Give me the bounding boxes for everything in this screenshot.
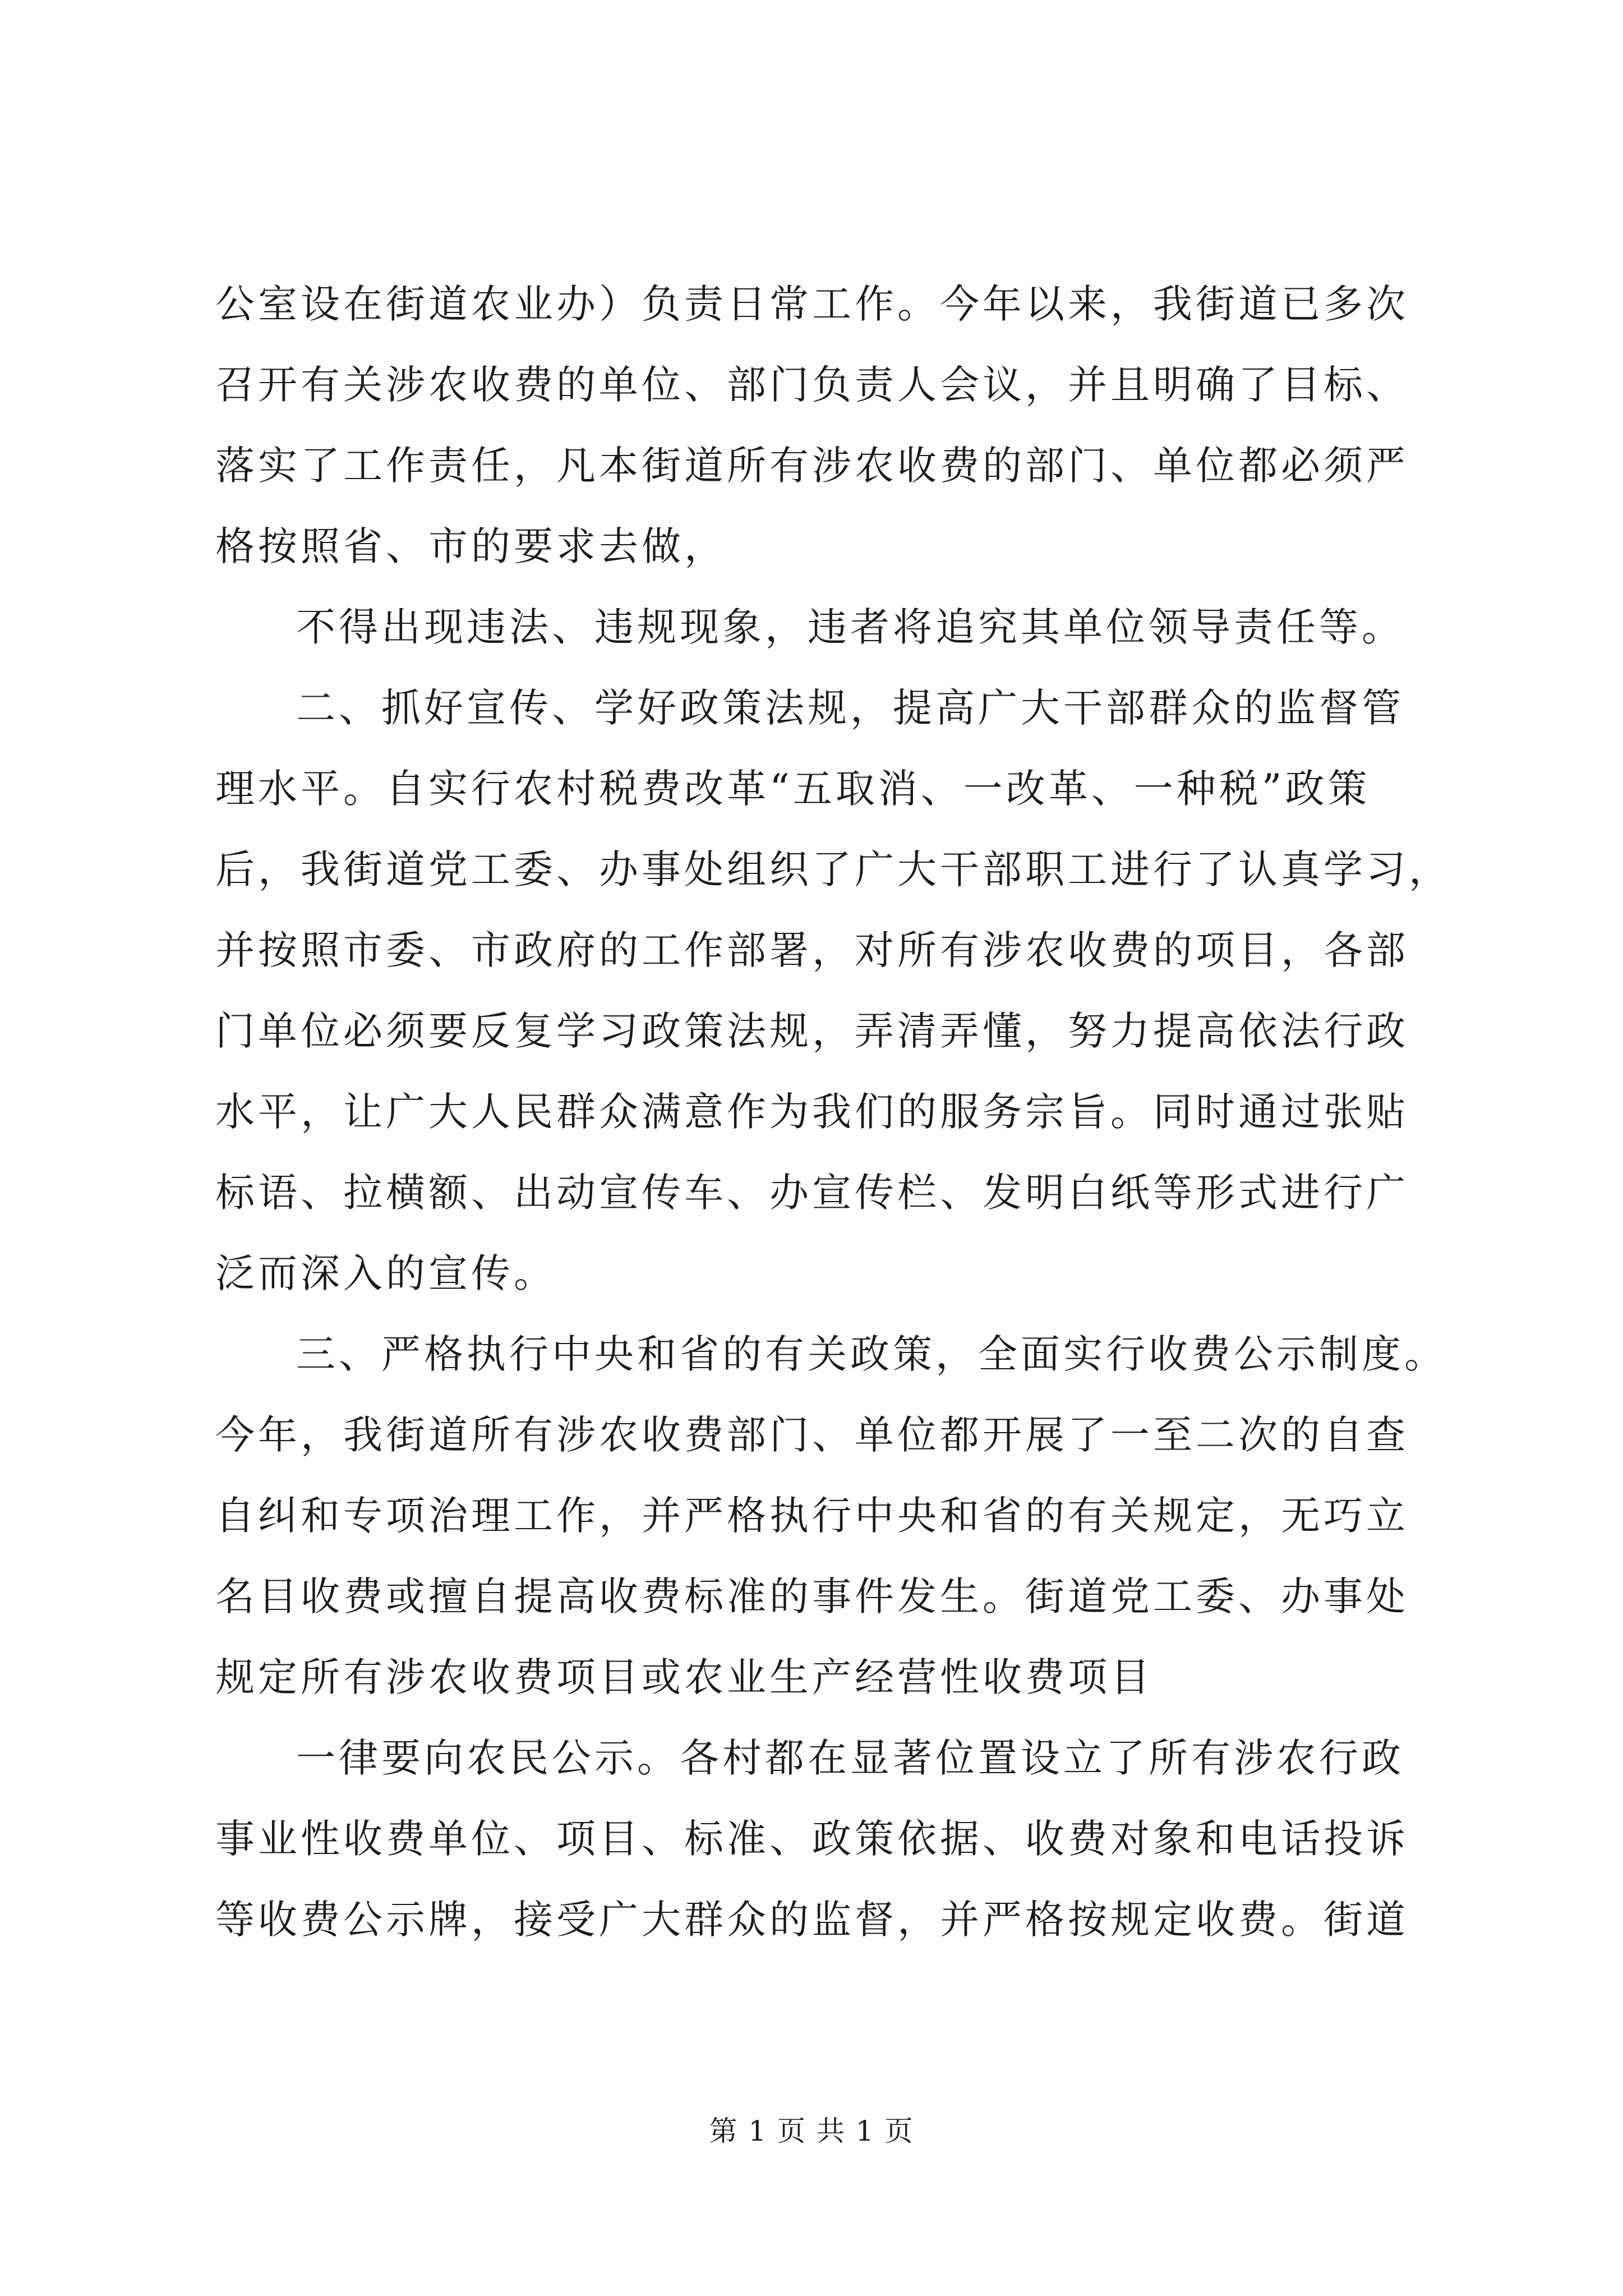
- page-number-label: 第 1 页 共 1 页: [709, 2115, 914, 2147]
- text-line: 自纠和专项治理工作，并严格执行中央和省的有关规定，无巧立: [215, 1493, 1409, 1539]
- text-line: 一律要向农民公示。各村都在显著位置设立了所有涉农行政: [296, 1735, 1404, 1781]
- text-line: 召开有关涉农收费的单位、部门负责人会议，并且明确了目标、: [215, 362, 1409, 408]
- text-line: 格按照省、市的要求去做，: [215, 523, 727, 569]
- text-line: 并按照市委、市政府的工作部署，对所有涉农收费的项目，各部: [215, 927, 1409, 973]
- text-line: 后，我街道党工委、办事处组织了广大干部职工进行了认真学习，: [215, 846, 1451, 892]
- text-line: 规定所有涉农收费项目或农业生产经营性收费项目: [215, 1654, 1153, 1700]
- text-line: 事业性收费单位、项目、标准、政策依据、收费对象和电话投诉: [215, 1816, 1409, 1862]
- text-line: 等收费公示牌，接受广大群众的监督，并严格按规定收费。街道: [215, 1897, 1409, 1943]
- text-line: 不得出现违法、违规现象，违者将追究其单位领导责任等。: [296, 604, 1404, 650]
- text-line: 理水平。自实行农村税费改革“五取消、一改革、一种税”政策: [215, 766, 1371, 812]
- text-line: 今年，我街道所有涉农收费部门、单位都开展了一至二次的自查: [215, 1412, 1409, 1458]
- text-line: 名目收费或擅自提高收费标准的事件发生。街道党工委、办事处: [215, 1573, 1409, 1619]
- document-body: [215, 264, 1451, 1960]
- section-heading-line: 二、抓好宣传、学好政策法规，提高广大干部群众的监督管: [296, 685, 1404, 731]
- text-line: 门单位必须要反复学习政策法规，弄清弄懂，努力提高依法行政: [215, 1008, 1409, 1054]
- text-line: 水平，让广大人民群众满意作为我们的服务宗旨。同时通过张贴: [215, 1089, 1409, 1135]
- section-heading-line: 三、严格执行中央和省的有关政策，全面实行收费公示制度。: [296, 1331, 1447, 1377]
- text-line: 落实了工作责任，凡本街道所有涉农收费的部门、单位都必须严: [215, 443, 1409, 489]
- text-line: 标语、拉横额、出动宣传车、办宣传栏、发明白纸等形式进行广: [215, 1170, 1409, 1216]
- page-footer: [0, 2111, 1623, 2151]
- text-line: 泛而深入的宣传。: [215, 1250, 556, 1296]
- text-line: 公室设在街道农业办）负责日常工作。今年以来，我街道已多次: [215, 281, 1409, 327]
